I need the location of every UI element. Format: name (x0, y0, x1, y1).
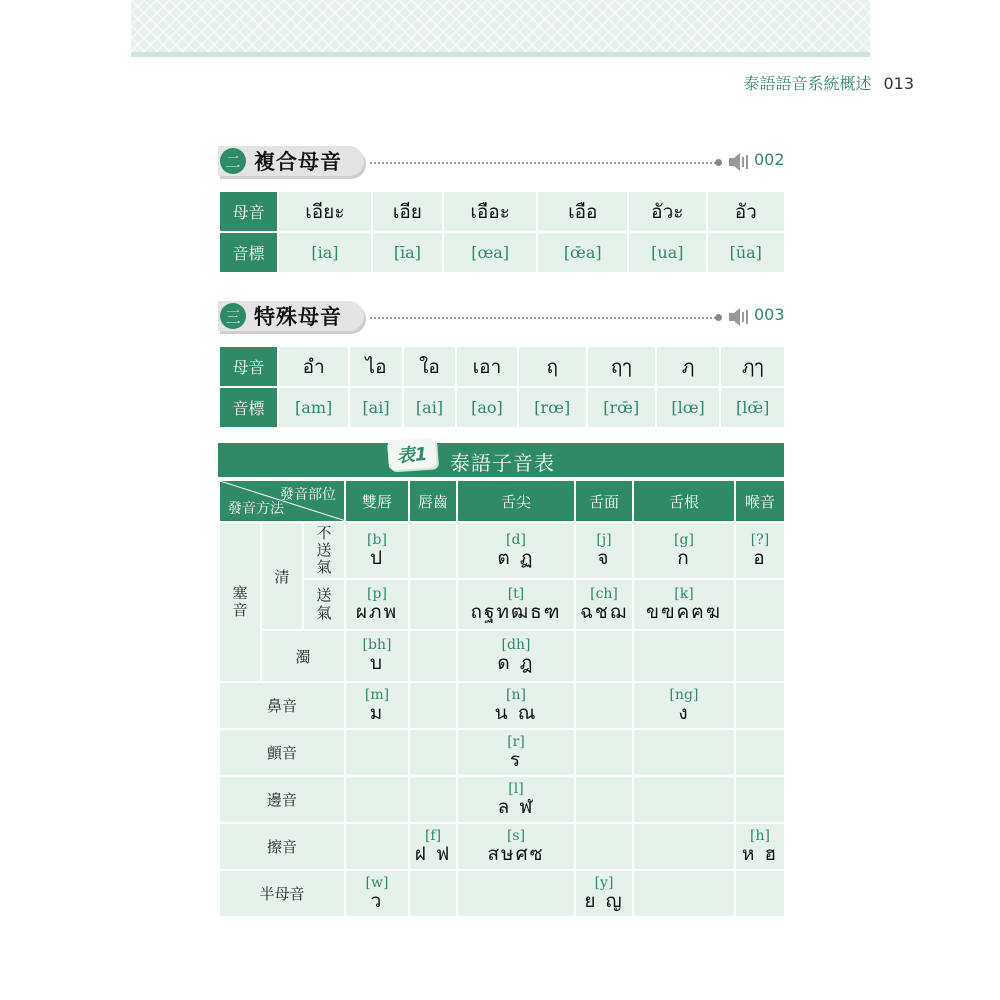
thai-letters: ต ฏ (497, 546, 535, 569)
ipa: [d] (506, 531, 526, 548)
row-label: 音標 (220, 233, 277, 272)
aspirated-label: 送氣 (316, 586, 332, 622)
empty-cell (736, 777, 784, 822)
special-vowel-table (218, 345, 786, 429)
ipa-cell: [am] (279, 388, 348, 427)
vowel-cell: ใอ (404, 347, 455, 386)
consonant-cell (458, 824, 574, 869)
empty-cell (346, 824, 408, 869)
empty-cell (410, 871, 456, 916)
vowel-cell: ไอ (350, 347, 401, 386)
thai-letters: ฝ ฟ (414, 842, 452, 865)
speaker-icon[interactable] (728, 152, 750, 172)
thai-letters: ผภพ (355, 600, 399, 623)
table-row (220, 233, 784, 272)
place-header: 喉音 (736, 481, 784, 521)
empty-cell (634, 871, 734, 916)
empty-cell (410, 580, 456, 629)
manner-semivowel: 半母音 (220, 871, 344, 916)
ipa: [y] (594, 874, 614, 891)
table-row (220, 824, 784, 869)
row-label: 母音 (220, 192, 277, 231)
empty-cell (458, 871, 574, 916)
ipa: [s] (506, 827, 526, 844)
empty-cell (410, 631, 456, 681)
running-title: 泰語語音系統概述 (743, 74, 872, 93)
manner-stop (220, 523, 260, 681)
thai-letters: ว (370, 889, 384, 912)
empty-cell (576, 683, 632, 728)
dotted-leader (370, 162, 716, 164)
section-number: 三 (220, 303, 246, 329)
table-badge (387, 437, 437, 470)
section-pill (218, 301, 364, 331)
unaspirated-label: 不送氣 (316, 523, 332, 577)
thai-letters: ห ฮ (741, 842, 779, 865)
vowel-cell: เอียะ (279, 192, 371, 231)
leader-dot (715, 159, 722, 166)
ipa: [n] (506, 686, 526, 703)
thai-letters: สษศซ (487, 842, 545, 865)
consonant-cell (346, 631, 408, 681)
consonant-cell (576, 523, 632, 578)
empty-cell (576, 824, 632, 869)
audio-track-number: 002 (754, 150, 785, 169)
ipa: [p] (367, 585, 387, 602)
page-number: 013 (883, 74, 914, 93)
ipa: [ng] (669, 686, 699, 703)
consonant-cell (634, 523, 734, 578)
thai-letters: ขฃคฅฆ (646, 600, 722, 623)
empty-cell (634, 730, 734, 775)
empty-cell (576, 777, 632, 822)
thai-letters: ด ฎ (497, 652, 535, 675)
section-pill (218, 146, 364, 176)
table-title: 泰語子音表 (450, 451, 555, 475)
consonant-cell (576, 580, 632, 629)
ipa: [h] (750, 827, 770, 844)
consonant-cell (346, 580, 408, 629)
table-header-row (220, 481, 784, 521)
place-header: 舌面 (576, 481, 632, 521)
ipa-cell: [ia] (279, 233, 371, 272)
ipa: [?] (750, 531, 770, 548)
ipa-cell: [rœ] (519, 388, 586, 427)
section-number: 二 (220, 148, 246, 174)
table-row (220, 192, 784, 231)
table-row (220, 347, 784, 386)
ipa: [t] (507, 585, 525, 602)
empty-cell (410, 730, 456, 775)
table-row (220, 631, 784, 681)
empty-cell (576, 730, 632, 775)
corner-header (220, 481, 344, 521)
audio-track-number: 003 (754, 305, 785, 324)
thai-letters: ก (677, 546, 691, 569)
manner-voiced: 濁 (262, 631, 344, 681)
vowel-cell: อัวะ (629, 192, 705, 231)
empty-cell (410, 683, 456, 728)
empty-cell (634, 824, 734, 869)
ipa-cell: [ua] (629, 233, 705, 272)
row-label: 音標 (220, 388, 277, 427)
empty-cell (634, 777, 734, 822)
manner-nasal: 鼻音 (220, 683, 344, 728)
empty-cell (736, 730, 784, 775)
consonant-cell (634, 683, 734, 728)
consonant-cell (458, 730, 574, 775)
section-heading-special-vowels (218, 301, 784, 335)
place-header: 舌尖 (458, 481, 574, 521)
consonant-cell (346, 523, 408, 578)
ipa-cell: [rœ̄] (588, 388, 655, 427)
consonant-cell (736, 523, 784, 578)
ipa-cell: [ao] (457, 388, 516, 427)
ipa-cell: [œa] (444, 233, 536, 272)
manner-unaspirated (304, 523, 344, 578)
thai-letters: ฉชฌ (579, 600, 629, 623)
consonant-cell (346, 683, 408, 728)
consonant-cell (458, 631, 574, 681)
ipa: [f] (424, 827, 442, 844)
consonant-cell (410, 824, 456, 869)
ipa: [m] (364, 686, 390, 703)
empty-cell (736, 871, 784, 916)
ipa: [bh] (362, 637, 392, 654)
ipa: [j] (596, 531, 612, 548)
place-header: 舌根 (634, 481, 734, 521)
ipa: [g] (674, 531, 694, 548)
empty-cell (346, 730, 408, 775)
ipa: [r] (507, 733, 525, 750)
decorative-header-band (131, 0, 870, 52)
thai-letters: ถฐทฒธฑ (470, 600, 562, 623)
header-rule (131, 52, 870, 57)
corner-manner-label: 發音方法 (228, 501, 284, 517)
ipa-cell: [ai] (350, 388, 401, 427)
thai-letters: ง (678, 701, 690, 724)
table-banner (218, 443, 784, 477)
table-row (220, 580, 784, 629)
consonant-cell (576, 871, 632, 916)
vowel-cell: ฤ (519, 347, 586, 386)
thai-letters: ร (509, 748, 523, 771)
vowel-cell: เอือะ (444, 192, 536, 231)
place-header: 唇齒 (410, 481, 456, 521)
manner-trill: 顫音 (220, 730, 344, 775)
thai-letters: ย ญ (584, 889, 624, 912)
manner-voiceless: 清 (262, 523, 302, 629)
speaker-icon[interactable] (728, 307, 750, 327)
empty-cell (410, 523, 456, 578)
thai-letters: อ (753, 546, 767, 569)
empty-cell (634, 631, 734, 681)
consonant-cell (458, 523, 574, 578)
corner-place-label: 發音部位 (280, 487, 336, 503)
empty-cell (346, 777, 408, 822)
vowel-cell: เอีย (373, 192, 442, 231)
consonant-cell (458, 777, 574, 822)
ipa-cell: [īa] (373, 233, 442, 272)
ipa: [ch] (590, 585, 618, 602)
vowel-cell: เอา (457, 347, 516, 386)
row-label: 母音 (220, 347, 277, 386)
manner-lateral: 邊音 (220, 777, 344, 822)
ipa-cell: [œ̄a] (538, 233, 627, 272)
empty-cell (736, 580, 784, 629)
empty-cell (410, 777, 456, 822)
section-heading-compound-vowels (218, 146, 784, 180)
vowel-cell: ฦ (657, 347, 720, 386)
vowel-cell: อำ (279, 347, 348, 386)
table-row (220, 730, 784, 775)
ipa-cell: [lœ̄] (721, 388, 784, 427)
thai-letters: บ (369, 652, 385, 675)
ipa-cell: [ūa] (708, 233, 784, 272)
consonant-cell (458, 683, 574, 728)
thai-letters: ล ฬ (497, 795, 535, 818)
thai-letters: จ (597, 546, 611, 569)
ipa: [w] (365, 874, 389, 891)
vowel-cell: ฤๅ (588, 347, 655, 386)
section-title: 特殊母音 (254, 305, 342, 329)
table-row (220, 523, 784, 578)
consonant-table (218, 479, 786, 918)
vowel-cell: ฦๅ (721, 347, 784, 386)
thai-letters: ป (369, 546, 385, 569)
empty-cell (736, 631, 784, 681)
ipa: [dh] (501, 637, 531, 654)
ipa: [b] (367, 531, 387, 548)
manner-aspirated (304, 580, 344, 629)
table-row (220, 388, 784, 427)
vowel-cell: อัว (708, 192, 784, 231)
ipa: [l] (508, 780, 524, 797)
ipa-cell: [lœ] (657, 388, 720, 427)
consonant-cell (458, 580, 574, 629)
table-row (220, 871, 784, 916)
thai-letters: ม (369, 701, 385, 724)
vowel-cell: เอือ (538, 192, 627, 231)
running-head (743, 71, 914, 94)
table-row (220, 777, 784, 822)
ipa: [k] (674, 585, 694, 602)
consonant-cell (346, 871, 408, 916)
dotted-leader (370, 317, 716, 319)
empty-cell (576, 631, 632, 681)
manner-fricative: 擦音 (220, 824, 344, 869)
thai-letters: น ณ (494, 701, 538, 724)
place-header: 雙唇 (346, 481, 408, 521)
empty-cell (736, 683, 784, 728)
consonant-cell (634, 580, 734, 629)
section-title: 複合母音 (254, 150, 342, 174)
compound-vowel-table (218, 190, 786, 274)
manner-stop-label: 塞音 (232, 583, 248, 619)
leader-dot (715, 314, 722, 321)
table-row (220, 683, 784, 728)
consonant-cell (736, 824, 784, 869)
ipa-cell: [ai] (404, 388, 455, 427)
table-badge-label: 表1 (396, 443, 429, 468)
